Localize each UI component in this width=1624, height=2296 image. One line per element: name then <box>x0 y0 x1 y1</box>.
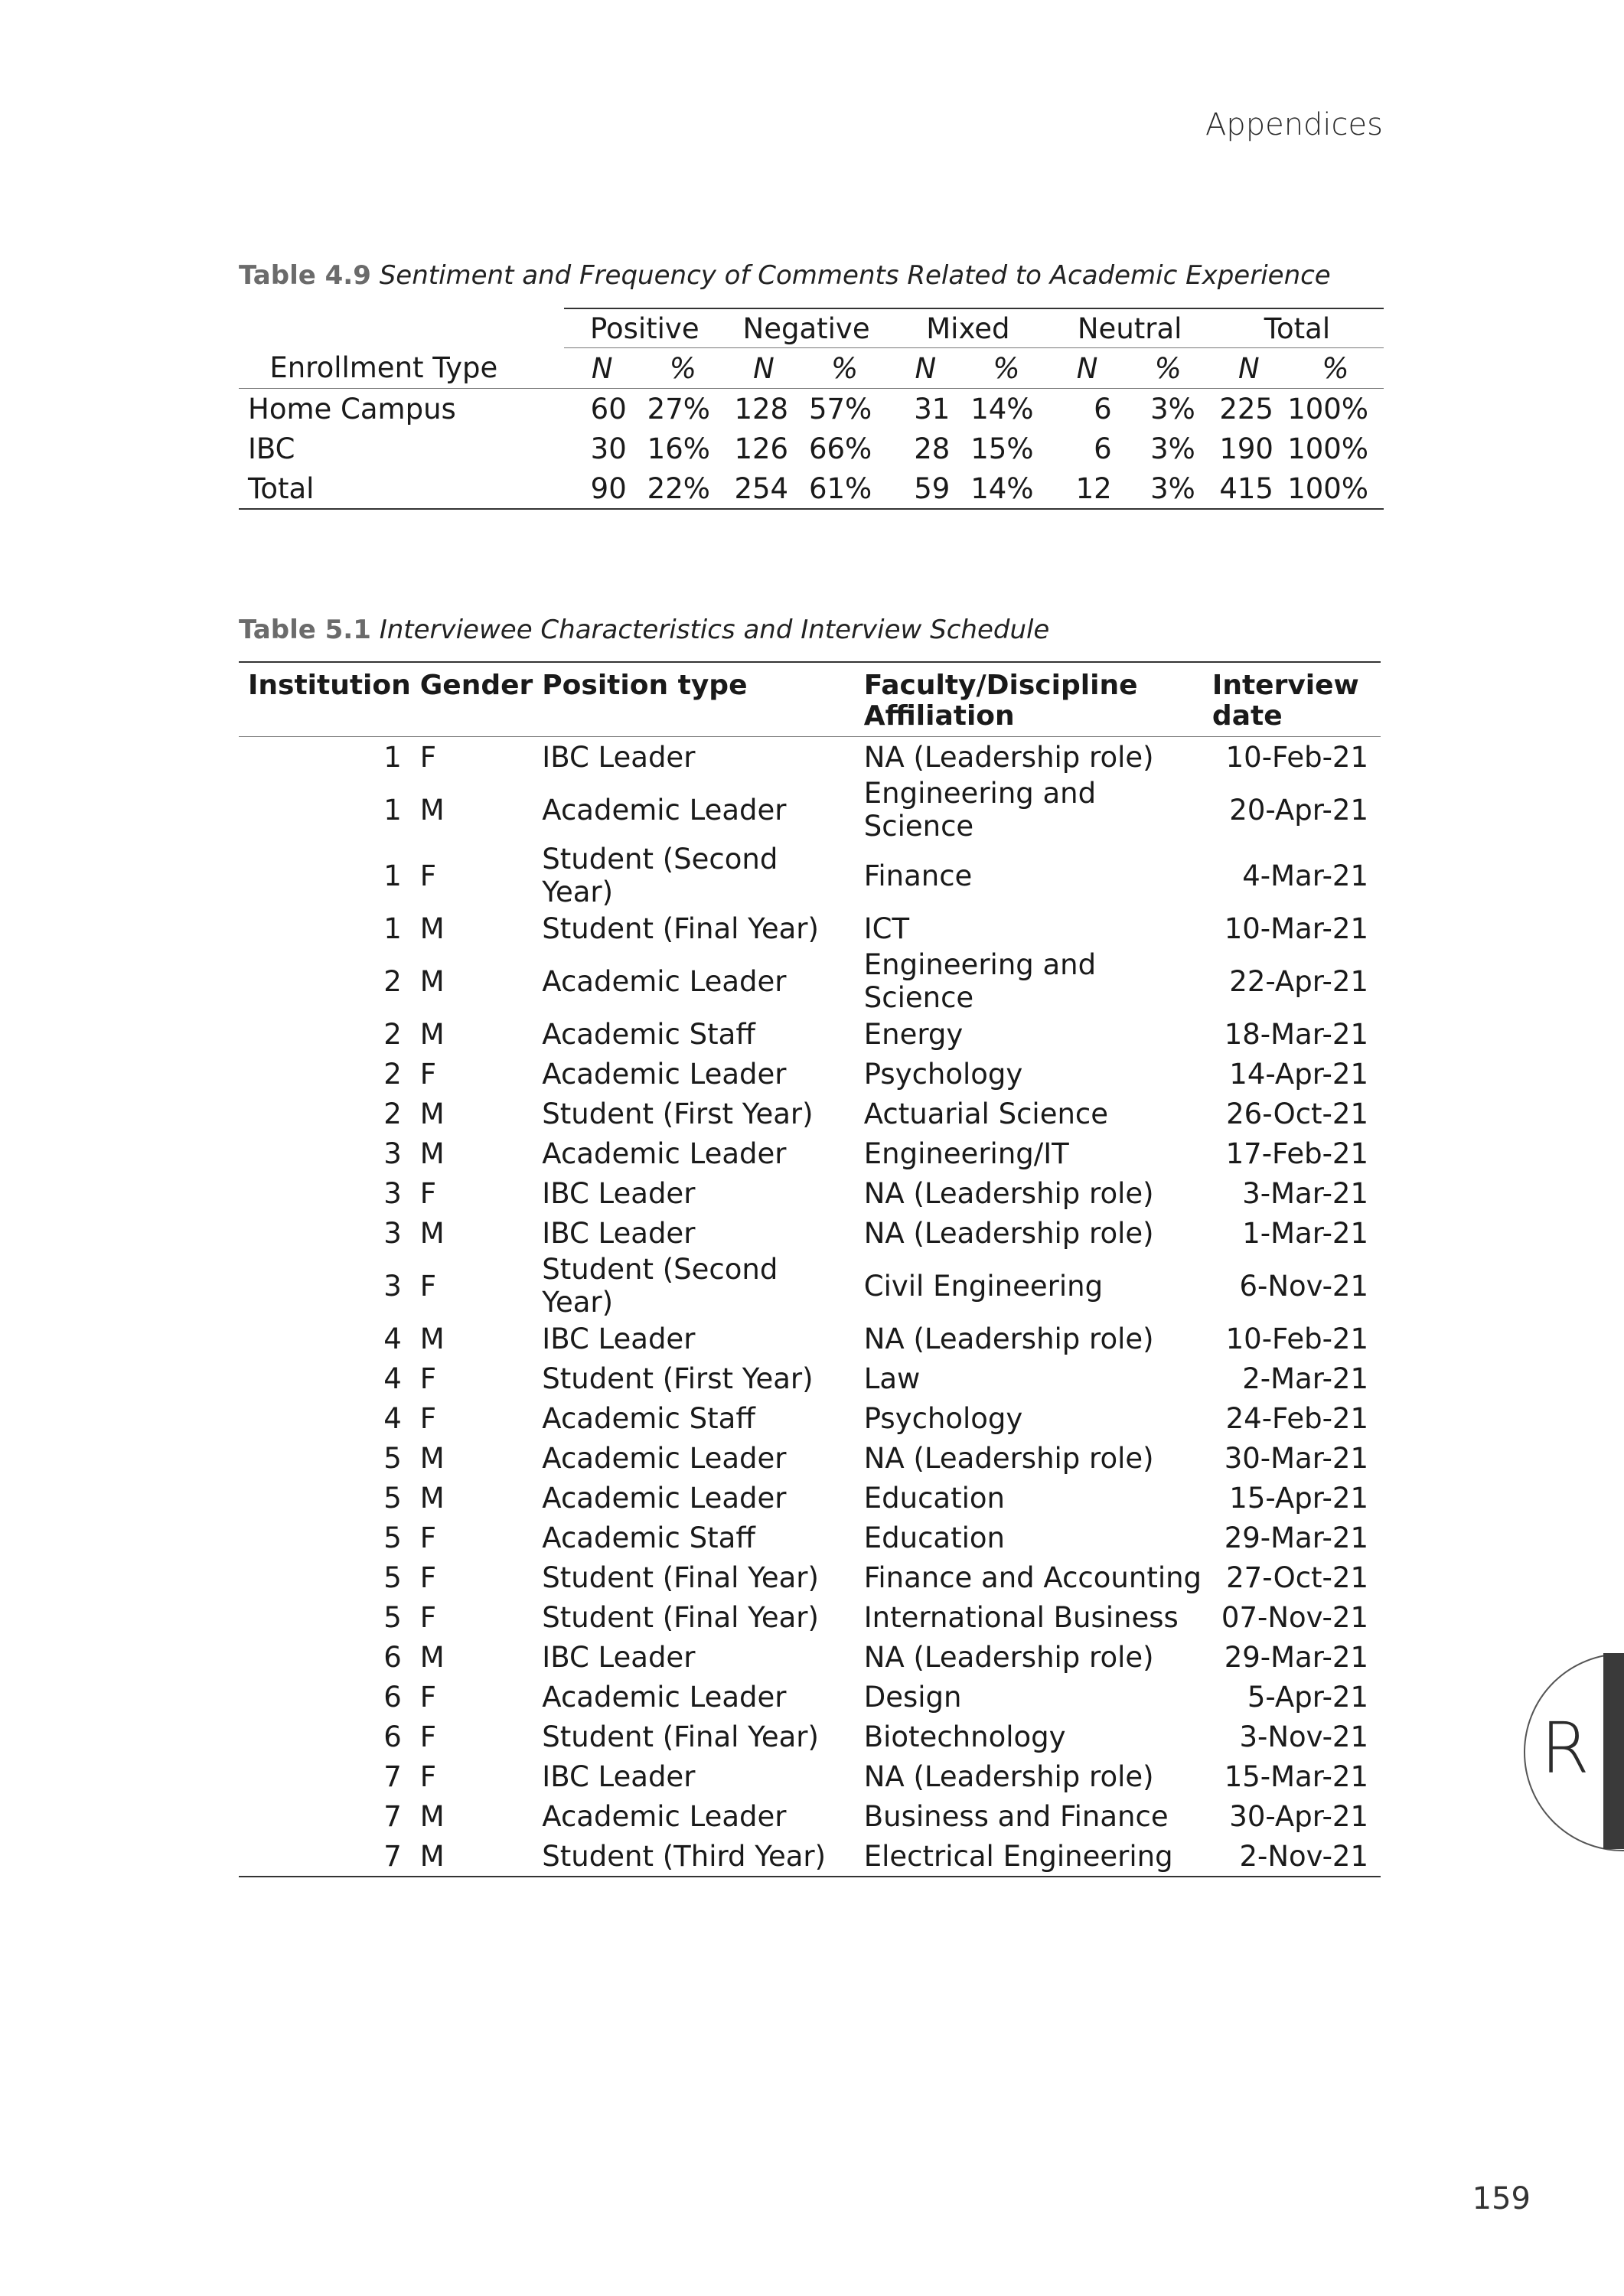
faculty-cell: Finance and Accounting <box>863 1561 1202 1594</box>
institution-cell: 7 <box>383 1760 402 1793</box>
table-row <box>239 1173 1381 1213</box>
faculty-cell: NA (Leadership role) <box>863 1640 1154 1674</box>
group-header: Positive <box>564 308 726 348</box>
gender-cell: F <box>419 1600 437 1634</box>
faculty-cell: International Business <box>863 1600 1179 1634</box>
header-position: Position type <box>533 662 854 737</box>
table-row <box>239 1398 1381 1438</box>
institution-cell: 7 <box>239 1836 411 1877</box>
faculty-cell: Finance <box>863 859 973 892</box>
position-cell: Student (Final Year) <box>542 1600 819 1634</box>
percent-cell: 27% <box>647 392 710 426</box>
position-cell: Student (First Year) <box>542 1097 814 1130</box>
table-row <box>239 1756 1381 1796</box>
institution-cell: 1 <box>383 793 402 827</box>
institution-cell: 5 <box>383 1521 402 1554</box>
position-cell: Student (Final Year) <box>542 1720 819 1753</box>
row-header: Enrollment Type <box>239 348 564 389</box>
institution-cell: 2 <box>383 964 402 998</box>
date-cell: 29-Mar-21 <box>1224 1521 1368 1554</box>
percent-cell: 14% <box>964 468 1048 509</box>
count-cell: 90 <box>564 468 641 509</box>
pct-header: % <box>964 348 1048 389</box>
table-row <box>239 1213 1381 1253</box>
date-cell: 2-Mar-21 <box>1242 1362 1368 1395</box>
faculty-cell: Education <box>863 1521 1005 1554</box>
position-cell: IBC Leader <box>542 1176 696 1210</box>
gender-cell: F <box>419 859 437 892</box>
header-date-line1: Interview <box>1211 670 1359 701</box>
table-4-9-caption <box>239 260 1331 291</box>
group-header: Mixed <box>887 308 1048 348</box>
institution-cell: 4 <box>383 1401 402 1435</box>
header-date-line2: date <box>1211 700 1283 732</box>
header-date <box>1203 662 1381 737</box>
gender-cell: M <box>419 793 445 827</box>
faculty-cell: Psychology <box>863 1401 1023 1435</box>
gender-cell: F <box>419 740 437 774</box>
header-gender: Gender <box>411 662 533 737</box>
faculty-cell: NA (Leadership role) <box>863 740 1154 774</box>
institution-cell: 7 <box>383 1799 402 1833</box>
position-cell: Academic Leader <box>542 1057 787 1091</box>
date-cell: 22-Apr-21 <box>1229 964 1368 998</box>
institution-cell: 1 <box>383 740 402 774</box>
position-cell: Student (Second Year) <box>542 843 778 908</box>
institution-cell: 5 <box>383 1600 402 1634</box>
gender-cell: F <box>419 1680 437 1714</box>
count-cell: 6 <box>1094 392 1112 426</box>
percent-cell: 3% <box>1150 432 1195 465</box>
faculty-cell: NA (Leadership role) <box>863 1216 1154 1250</box>
institution-cell: 6 <box>383 1680 402 1714</box>
position-cell: Student (Third Year) <box>533 1836 854 1877</box>
table-4-9-title: Sentiment and Frequency of Comments Related to Academic Experience <box>379 260 1331 291</box>
institution-cell: 3 <box>383 1216 402 1250</box>
position-cell: Academic Leader <box>542 1799 787 1833</box>
gender-cell: F <box>419 1401 437 1435</box>
table-row <box>239 1054 1381 1094</box>
table-row <box>239 1133 1381 1173</box>
gender-cell: M <box>419 1640 445 1674</box>
position-cell: IBC Leader <box>542 1640 696 1674</box>
table-row <box>239 1717 1381 1756</box>
running-head: Appendices <box>1205 107 1383 142</box>
count-cell: 60 <box>590 392 627 426</box>
count-cell: 6 <box>1094 432 1112 465</box>
faculty-cell: Biotechnology <box>863 1720 1066 1753</box>
faculty-cell: Business and Finance <box>863 1799 1169 1833</box>
header-faculty <box>855 662 1203 737</box>
institution-cell: 3 <box>383 1269 402 1303</box>
date-cell: 1-Mar-21 <box>1242 1216 1368 1250</box>
section-thumb-bar <box>1603 1653 1624 1849</box>
table-4-9-label: Table 4.9 <box>239 260 371 291</box>
gender-cell: F <box>419 1720 437 1753</box>
count-cell: 415 <box>1211 468 1287 509</box>
date-cell: 30-Mar-21 <box>1224 1441 1368 1475</box>
gender-cell: M <box>419 1799 445 1833</box>
pct-header: % <box>641 348 726 389</box>
faculty-cell: ICT <box>863 912 910 945</box>
institution-cell: 1 <box>383 912 402 945</box>
row-label: Home Campus <box>248 392 456 426</box>
table-row <box>239 1637 1381 1677</box>
table-row <box>239 389 1384 429</box>
gender-cell: M <box>419 1097 445 1130</box>
table-row <box>239 1358 1381 1398</box>
position-cell: Academic Leader <box>542 793 787 827</box>
position-cell: Academic Leader <box>542 964 787 998</box>
institution-cell: 4 <box>383 1362 402 1395</box>
gender-cell: M <box>419 912 445 945</box>
count-cell: 59 <box>887 468 964 509</box>
percent-cell: 100% <box>1287 468 1384 509</box>
table-row <box>239 777 1381 843</box>
date-cell: 15-Apr-21 <box>1229 1481 1368 1515</box>
table-row <box>239 1094 1381 1133</box>
n-header: N <box>726 348 802 389</box>
date-cell: 4-Mar-21 <box>1242 859 1368 892</box>
percent-cell: 22% <box>641 468 726 509</box>
percent-cell: 3% <box>1150 392 1195 426</box>
date-cell: 14-Apr-21 <box>1229 1057 1368 1091</box>
empty-corner <box>239 308 564 348</box>
institution-cell: 2 <box>383 1057 402 1091</box>
date-cell: 29-Mar-21 <box>1224 1640 1368 1674</box>
gender-cell: F <box>419 1561 437 1594</box>
position-cell: IBC Leader <box>542 740 696 774</box>
faculty-cell: Education <box>863 1481 1005 1515</box>
institution-cell: 2 <box>383 1097 402 1130</box>
faculty-cell: Design <box>863 1680 962 1714</box>
table-row <box>239 1677 1381 1717</box>
date-cell: 20-Apr-21 <box>1229 793 1368 827</box>
institution-cell: 6 <box>383 1720 402 1753</box>
n-header: N <box>887 348 964 389</box>
row-label: IBC <box>248 432 295 465</box>
gender-cell: M <box>419 1322 445 1355</box>
percent-cell: 100% <box>1287 432 1368 465</box>
table-row <box>239 1253 1381 1319</box>
gender-cell: M <box>419 1017 445 1051</box>
table-row <box>239 948 1381 1014</box>
position-cell: Academic Staff <box>542 1401 755 1435</box>
date-cell: 10-Mar-21 <box>1224 912 1368 945</box>
date-cell: 6-Nov-21 <box>1239 1269 1368 1303</box>
position-cell: Student (First Year) <box>542 1362 814 1395</box>
pct-header: % <box>802 348 887 389</box>
position-cell: IBC Leader <box>542 1322 696 1355</box>
percent-cell: 57% <box>808 392 872 426</box>
n-header: N <box>564 348 641 389</box>
date-cell: 3-Mar-21 <box>1242 1176 1368 1210</box>
page-number: 159 <box>1472 2181 1531 2216</box>
header-institution: Institution <box>239 662 411 737</box>
faculty-cell: Engineering and Science <box>863 777 1097 843</box>
table-row <box>239 1796 1381 1836</box>
table-row <box>239 1557 1381 1597</box>
table-row <box>239 1438 1381 1478</box>
position-cell: Student (Final Year) <box>542 1561 819 1594</box>
position-cell: Academic Leader <box>542 1441 787 1475</box>
date-cell: 2-Nov-21 <box>1203 1836 1381 1877</box>
table-5-1-label: Table 5.1 <box>239 615 371 645</box>
count-cell: 254 <box>726 468 802 509</box>
table-row <box>239 1518 1381 1557</box>
position-cell: Student (Second Year) <box>542 1253 778 1319</box>
table-row <box>239 468 1384 509</box>
table-row <box>239 737 1381 778</box>
institution-cell: 6 <box>383 1640 402 1674</box>
table-row <box>239 1478 1381 1518</box>
position-cell: Academic Leader <box>542 1137 787 1170</box>
table-row <box>239 1319 1381 1358</box>
date-cell: 18-Mar-21 <box>1224 1017 1368 1051</box>
table-5-1-caption <box>239 615 1049 645</box>
date-cell: 26-Oct-21 <box>1226 1097 1368 1130</box>
faculty-cell: Engineering/IT <box>863 1137 1069 1170</box>
institution-cell: 5 <box>383 1481 402 1515</box>
date-cell: 15-Mar-21 <box>1224 1760 1368 1793</box>
count-cell: 28 <box>914 432 951 465</box>
percent-cell: 66% <box>808 432 872 465</box>
percent-cell: 61% <box>802 468 887 509</box>
gender-cell: F <box>419 1269 437 1303</box>
group-header: Total <box>1211 308 1384 348</box>
percent-cell: 15% <box>970 432 1034 465</box>
table-row <box>239 1014 1381 1054</box>
percent-cell: 14% <box>970 392 1034 426</box>
faculty-cell: Actuarial Science <box>863 1097 1109 1130</box>
gender-cell: F <box>419 1057 437 1091</box>
faculty-cell: NA (Leadership role) <box>863 1322 1154 1355</box>
count-cell: 225 <box>1219 392 1273 426</box>
gender-cell: M <box>419 1216 445 1250</box>
gender-cell: F <box>419 1362 437 1395</box>
gender-cell: F <box>419 1176 437 1210</box>
date-cell: 10-Feb-21 <box>1225 740 1368 774</box>
institution-cell: 5 <box>383 1561 402 1594</box>
percent-cell: 16% <box>647 432 710 465</box>
gender-cell: F <box>419 1521 437 1554</box>
faculty-cell: NA (Leadership role) <box>863 1176 1154 1210</box>
date-cell: 10-Feb-21 <box>1225 1322 1368 1355</box>
count-cell: 190 <box>1219 432 1273 465</box>
date-cell: 17-Feb-21 <box>1225 1137 1368 1170</box>
table-row <box>239 1836 1381 1877</box>
group-header: Neutral <box>1049 308 1211 348</box>
faculty-cell: Engineering and Science <box>863 948 1097 1014</box>
count-cell: 128 <box>734 392 789 426</box>
count-cell: 12 <box>1049 468 1126 509</box>
header-faculty-line2: Affiliation <box>863 700 1015 732</box>
pct-header: % <box>1126 348 1211 389</box>
faculty-cell: Electrical Engineering <box>855 1836 1203 1877</box>
institution-cell: 5 <box>383 1441 402 1475</box>
gender-cell: M <box>419 1137 445 1170</box>
institution-cell: 1 <box>383 859 402 892</box>
date-cell: 27-Oct-21 <box>1226 1561 1368 1594</box>
table-row <box>239 908 1381 948</box>
institution-cell: 3 <box>383 1137 402 1170</box>
gender-cell: M <box>419 1441 445 1475</box>
count-cell: 30 <box>590 432 627 465</box>
faculty-cell: Law <box>863 1362 921 1395</box>
interviewee-table <box>239 661 1381 1877</box>
table-row <box>239 1597 1381 1637</box>
sub-header-row <box>239 348 1384 389</box>
n-header: N <box>1211 348 1287 389</box>
table-row <box>239 843 1381 908</box>
sentiment-table <box>239 308 1384 510</box>
position-cell: Academic Leader <box>542 1481 787 1515</box>
gender-cell: M <box>419 1481 445 1515</box>
institution-cell: 2 <box>383 1017 402 1051</box>
date-cell: 24-Feb-21 <box>1225 1401 1368 1435</box>
percent-cell: 100% <box>1287 392 1368 426</box>
count-cell: 126 <box>734 432 789 465</box>
faculty-cell: NA (Leadership role) <box>863 1441 1154 1475</box>
faculty-cell: NA (Leadership role) <box>863 1760 1154 1793</box>
gender-cell: F <box>419 1760 437 1793</box>
date-cell: 30-Apr-21 <box>1229 1799 1368 1833</box>
institution-cell: 4 <box>383 1322 402 1355</box>
position-cell: IBC Leader <box>542 1760 696 1793</box>
date-cell: 5-Apr-21 <box>1247 1680 1368 1714</box>
institution-cell: 3 <box>383 1176 402 1210</box>
group-header-row <box>239 308 1384 348</box>
faculty-cell: Energy <box>863 1017 964 1051</box>
count-cell: 31 <box>914 392 951 426</box>
header-faculty-line1: Faculty/Discipline <box>863 670 1138 701</box>
position-cell: IBC Leader <box>542 1216 696 1250</box>
faculty-cell: Civil Engineering <box>863 1269 1104 1303</box>
section-letter: R <box>1541 1707 1590 1789</box>
group-header: Negative <box>726 308 887 348</box>
gender-cell: M <box>411 1836 533 1877</box>
header-row <box>239 662 1381 737</box>
date-cell: 07-Nov-21 <box>1221 1600 1368 1634</box>
pct-header: % <box>1287 348 1384 389</box>
position-cell: Student (Final Year) <box>542 912 819 945</box>
table-row <box>239 429 1384 468</box>
position-cell: Academic Staff <box>542 1017 755 1051</box>
faculty-cell: Psychology <box>863 1057 1023 1091</box>
position-cell: Academic Leader <box>542 1680 787 1714</box>
n-header: N <box>1049 348 1126 389</box>
date-cell: 3-Nov-21 <box>1239 1720 1368 1753</box>
position-cell: Academic Staff <box>542 1521 755 1554</box>
gender-cell: M <box>419 964 445 998</box>
row-label: Total <box>239 468 564 509</box>
table-5-1-title: Interviewee Characteristics and Interview Schedule <box>379 615 1050 645</box>
percent-cell: 3% <box>1126 468 1211 509</box>
